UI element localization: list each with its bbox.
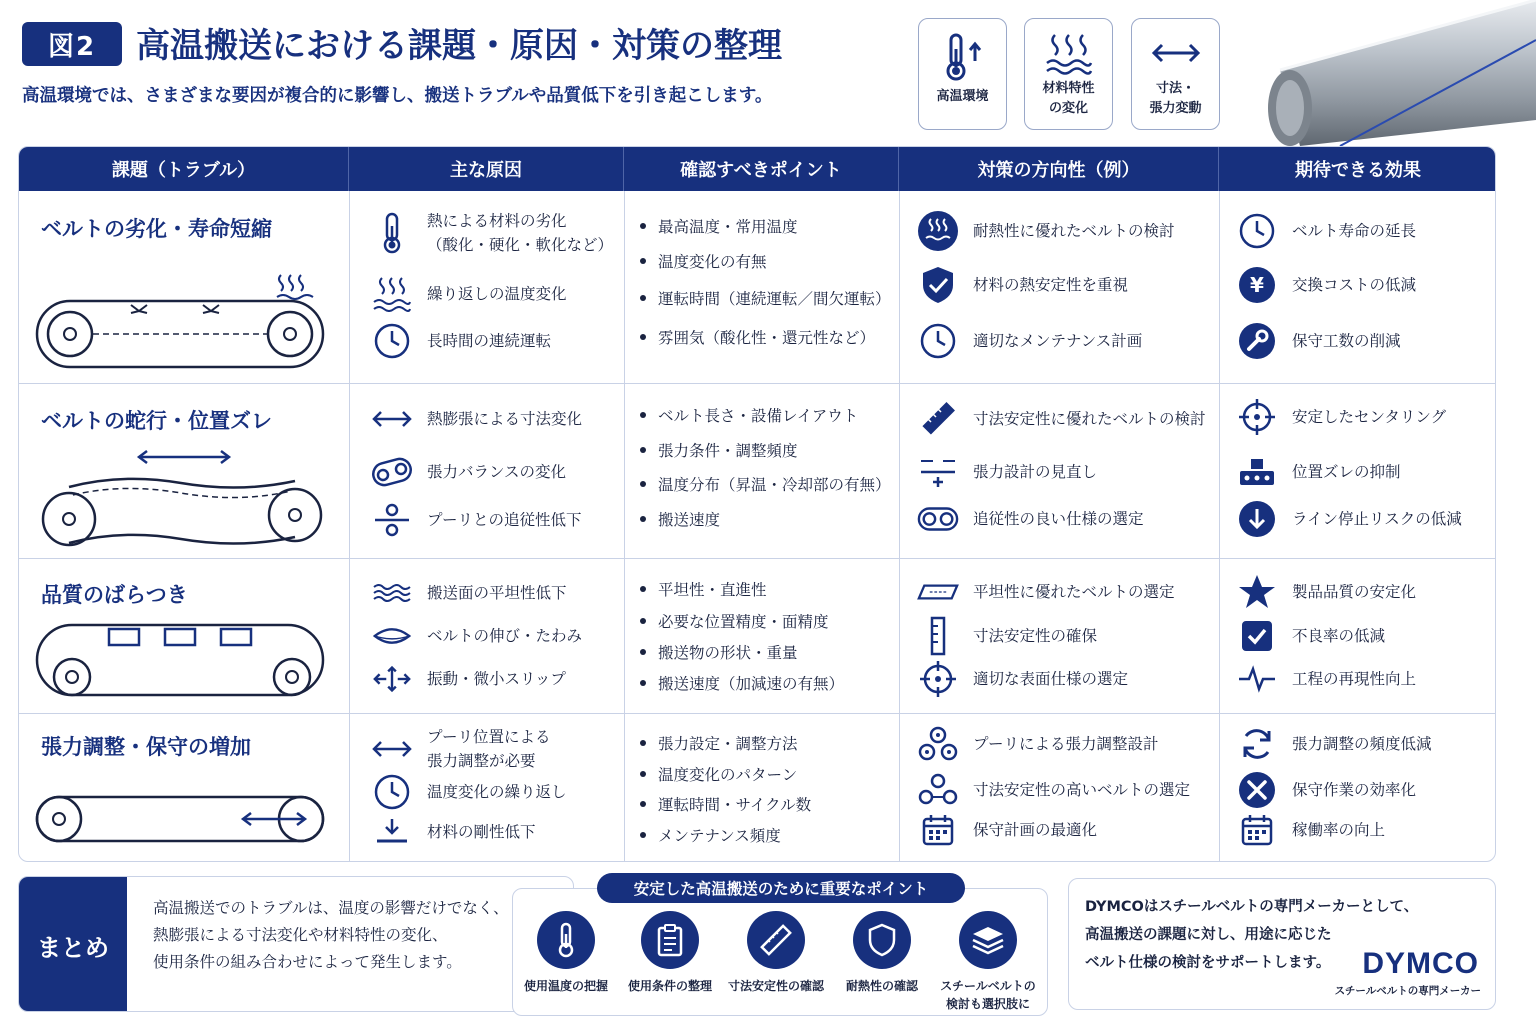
company-box	[1068, 878, 1496, 1010]
belt-meandering-illustration	[33, 443, 329, 547]
effect-item: 保守作業の効率化	[1236, 769, 1416, 811]
cause-item: 温度変化の繰り返し	[371, 771, 567, 813]
figure-badge: 図2	[22, 22, 122, 66]
key-point-item: 使用温度の把握	[513, 911, 619, 995]
measure-item: 寸法安定性の高いベルトの選定	[917, 769, 1190, 811]
calendar-icon	[1240, 813, 1274, 847]
effect-item: 製品品質の安定化	[1236, 571, 1416, 613]
effect-item: 保守工数の削減	[1236, 320, 1401, 362]
cause-item: ベルトの伸び・たわみ	[371, 615, 582, 657]
point-item: 運転時間（連続運転／間欠運転）	[636, 287, 891, 309]
shield-icon	[867, 923, 897, 957]
press-down-icon	[373, 817, 411, 847]
belt-degradation-illustration	[33, 255, 329, 373]
header-measures: 対策の方向性（例）	[899, 147, 1219, 191]
tension-design-icon	[917, 453, 959, 491]
point-item: ベルト長さ・設備レイアウト	[636, 404, 858, 426]
topcard-label: 高温環境	[936, 89, 989, 104]
page-title: 高温搬送における課題・原因・対策の整理	[136, 26, 782, 66]
heat-waves-icon	[1043, 31, 1095, 75]
checkbox-icon	[1240, 619, 1274, 653]
cause-item: 繰り返しの温度変化	[371, 273, 567, 315]
crosshair-icon	[1238, 398, 1276, 436]
key-points-title: 安定した高温搬送のために重要なポイント	[597, 873, 965, 903]
key-point-item: 使用条件の整理	[617, 911, 723, 995]
double-arrow-icon	[371, 737, 413, 761]
heat-circle-icon	[917, 210, 959, 252]
header-cause: 主な原因	[349, 147, 624, 191]
ruler-icon	[759, 923, 793, 957]
measure-item: 寸法安定性に優れたベルトの検討	[917, 398, 1206, 440]
issue-title: 張力調整・保守の増加	[41, 735, 251, 759]
point-item: 温度変化の有無	[636, 250, 767, 272]
page-subtitle: 高温環境では、さまざまな要因が複合的に影響し、搬送トラブルや品質低下を引き起こします。	[22, 86, 773, 106]
topcard-label: 寸法・ 張力変動	[1149, 81, 1202, 116]
clipboard-icon	[656, 923, 684, 957]
ruler-icon	[918, 399, 958, 439]
cause-item: プーリとの追従性低下	[371, 499, 582, 541]
issue-title: ベルトの劣化・寿命短縮	[41, 217, 272, 241]
belt-sag-icon	[371, 624, 413, 648]
effect-item: 位置ズレの抑制	[1236, 451, 1401, 493]
effect-item: ライン停止リスクの低減	[1236, 498, 1462, 540]
clock-icon	[373, 773, 411, 811]
effect-item: 安定したセンタリング	[1236, 396, 1446, 438]
key-points-box	[512, 880, 1048, 1016]
point-item: 必要な位置精度・面精度	[636, 610, 829, 632]
measure-item: 適切なメンテナンス計画	[917, 320, 1142, 362]
down-arrow-circle-icon	[1238, 500, 1276, 538]
topcard-label: 材料特性 の変化	[1042, 81, 1095, 116]
effect-item: ベルト寿命の延長	[1236, 210, 1416, 252]
topcard-high-temp	[918, 18, 1007, 130]
twin-pulley-icon	[917, 506, 959, 532]
summary-text: 高温搬送でのトラブルは、温度の影響だけでなく、 熱膨張による寸法変化や材料特性の変化、 使用条件の組み合わせによって発生します。	[153, 899, 509, 971]
three-pulleys-icon	[917, 726, 959, 762]
thermometer-up-icon	[941, 31, 985, 83]
company-text: DYMCOはスチールベルトの専門メーカーとして、 高温搬送の課題に対し、用途に応じた ベルト仕様の検討をサポートします。	[1085, 899, 1419, 971]
measure-item: 寸法安定性の確保	[917, 615, 1097, 657]
pulley-track-icon	[371, 502, 413, 538]
pulleys-belt-icon	[371, 457, 413, 487]
tension-adjustment-illustration	[33, 789, 329, 849]
measure-item: プーリによる張力調整設計	[917, 723, 1159, 765]
wrench-icon	[1238, 322, 1276, 360]
issue-title: ベルトの蛇行・位置ズレ	[41, 409, 272, 433]
issues-table	[18, 146, 1496, 862]
tools-icon	[1238, 771, 1276, 809]
cause-item: 熱による材料の劣化 （酸化・硬化・軟化など）	[371, 209, 613, 257]
point-item: 温度変化のパターン	[636, 763, 797, 785]
measure-item: 追従性の良い仕様の選定	[917, 498, 1144, 540]
pulleys-triangle-icon	[917, 773, 959, 807]
point-item: 最高温度・常用温度	[636, 215, 798, 237]
calendar-icon	[921, 813, 955, 847]
quality-variation-illustration	[33, 621, 329, 701]
effect-item: 不良率の低減	[1236, 615, 1385, 657]
point-item: 張力設定・調整方法	[636, 732, 798, 754]
point-item: 雰囲気（酸化性・還元性など）	[636, 326, 875, 348]
thermometer-icon	[379, 212, 405, 254]
measure-item: 張力設計の見直し	[917, 451, 1097, 493]
yen-icon	[1238, 266, 1276, 304]
clock-icon	[373, 322, 411, 360]
star-icon	[1238, 573, 1276, 611]
pulse-icon	[1237, 665, 1277, 693]
point-item: 平坦性・直進性	[636, 578, 767, 600]
vibration-icon	[371, 664, 413, 694]
clock-icon	[1238, 212, 1276, 250]
effect-item: 張力調整の頻度低減	[1236, 723, 1432, 765]
steel-belt-roller-image	[1240, 0, 1536, 146]
effect-item: 稼働率の向上	[1236, 809, 1385, 851]
cause-item: 振動・微小スリップ	[371, 658, 566, 700]
measure-item: 保守計画の最適化	[917, 809, 1097, 851]
measure-item: 材料の熱安定性を重視	[917, 264, 1128, 306]
header-points: 確認すべきポイント	[624, 147, 899, 191]
table-header	[19, 147, 1496, 191]
effect-item: ¥ 交換コストの低減	[1236, 264, 1416, 306]
cause-item: 材料の剛性低下	[371, 811, 536, 853]
company-tagline: スチールベルトの専門メーカー	[1334, 985, 1481, 997]
measure-item: 適切な表面仕様の選定	[917, 658, 1128, 700]
topcard-dimension	[1131, 18, 1220, 130]
point-item: 温度分布（昇温・冷却部の有無）	[636, 473, 891, 495]
cause-item: 搬送面の平坦性低下	[371, 572, 567, 614]
point-item: 運転時間・サイクル数	[636, 793, 811, 815]
cause-item: 長時間の連続運転	[371, 320, 551, 362]
point-item: 搬送物の形状・重量	[636, 641, 798, 663]
key-point-item: 寸法安定性の確認	[723, 911, 829, 995]
summary-label: まとめ	[19, 877, 127, 1012]
key-point-item: スチールベルトの 検討も選択肢に	[935, 911, 1041, 1013]
topcard-material	[1024, 18, 1113, 130]
thermometer-icon	[555, 922, 577, 958]
effect-item: 工程の再現性向上	[1236, 658, 1416, 700]
cause-item: 張力バランスの変化	[371, 451, 566, 493]
heat-waves-icon	[372, 276, 412, 312]
clock-icon	[919, 322, 957, 360]
point-item: 張力条件・調整頻度	[636, 439, 798, 461]
point-item: 搬送速度	[636, 508, 720, 530]
summary-box	[18, 876, 574, 1012]
wavy-lines-icon	[372, 582, 412, 604]
vertical-ruler-icon	[928, 616, 948, 656]
measure-item: 平坦性に優れたベルトの選定	[917, 571, 1175, 613]
key-point-item: 耐熱性の確認	[829, 911, 935, 995]
alignment-icon	[1237, 455, 1277, 489]
header-issue: 課題（トラブル）	[19, 147, 349, 191]
layers-icon	[971, 925, 1005, 955]
point-item: 搬送速度（加減速の有無）	[636, 672, 844, 694]
header-effects: 期待できる効果	[1295, 160, 1421, 181]
refresh-icon	[1239, 726, 1275, 762]
double-arrow-icon	[1148, 31, 1204, 75]
dymco-logo: DYMCO	[1362, 947, 1479, 980]
issue-title: 品質のばらつき	[41, 583, 188, 607]
flat-belt-icon	[917, 582, 959, 602]
svg-text:¥: ¥	[1250, 273, 1264, 297]
measure-item: 耐熱性に優れたベルトの検討	[917, 210, 1175, 252]
crosshair-icon	[919, 660, 957, 698]
point-item: メンテナンス頻度	[636, 824, 781, 846]
shield-check-icon	[920, 265, 956, 305]
cause-item: プーリ位置による 張力調整が必要	[371, 725, 551, 773]
cause-item: 熱膨張による寸法変化	[371, 398, 582, 440]
double-arrow-icon	[371, 407, 413, 431]
